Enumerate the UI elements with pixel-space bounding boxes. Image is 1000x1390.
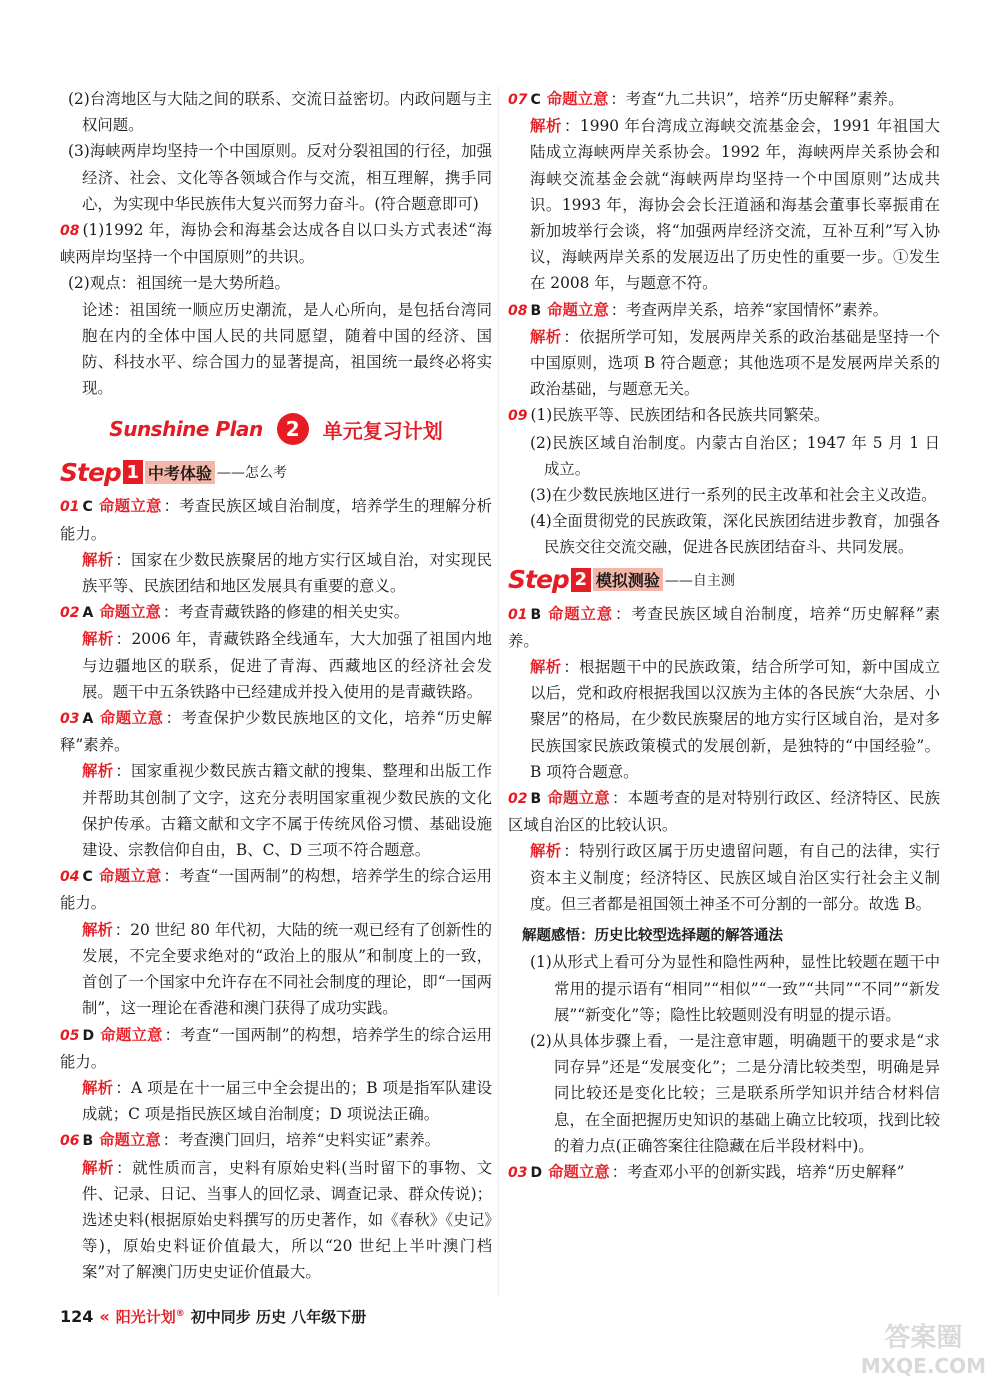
analysis-text: ：1990 年台湾成立海峡交流基金会，1991 年祖国大陆成立海峡两岸关系协会。1992 年，海峡两岸关系协会和海峡交流基金会就“海峡两岸均坚持一个中国原则”达成共识。1993 年，海协会会长汪道涵和海基会董事长辜振甫在新加坡举行会谈，将“加强两岸经济交流，互补互利”写入协议，海峡两岸关系的发展迈出了历史性的重要一步。①发生在 2008 年，与题意不符。 <box>530 117 940 293</box>
question-number: 05 <box>60 1027 80 1044</box>
step-word: Step <box>60 457 121 487</box>
answer-letter: D <box>530 1164 543 1181</box>
intent-tag: 命题立意 <box>100 1025 163 1044</box>
banner-english: Sunshine Plan <box>109 417 263 442</box>
analysis-tag: 解析 <box>82 630 114 649</box>
question-text: ：考查澳门回归，培养“史料实证”素养。 <box>162 1131 441 1150</box>
question-number: 03 <box>508 1164 528 1181</box>
analysis-item <box>60 547 492 599</box>
question-text: ：考查保护少数民族地区的文化，培养“历史解释”素养。 <box>60 709 492 755</box>
answer-line: (2)台湾地区与大陆之间的联系、交流日益密切。内政问题与主权问题。 <box>68 90 492 135</box>
intent-tag: 命题立意 <box>547 604 613 623</box>
intent-tag: 命题立意 <box>546 90 609 108</box>
left-column <box>60 86 492 1286</box>
intent-tag: 命题立意 <box>99 1131 161 1150</box>
step-word: Step <box>508 565 569 595</box>
book-title: 初中同步 历史 八年级下册 <box>190 1308 367 1326</box>
page-footer <box>60 1306 366 1327</box>
question-number: 08 <box>60 223 80 240</box>
analysis-tag: 解析 <box>530 842 562 861</box>
question-number: 08 <box>508 302 528 319</box>
answer-line: 论述：祖国统一顺应历史潮流，是人心所向，是包括台湾同胞在内的全体中国人民的共同愿望，随着中国的经济、国防、科技水平、综合国力的显著提高，祖国统一最终必将实现。 <box>82 300 492 398</box>
analysis-text: ：根据题干中的民族政策，结合所学可知，新中国成立以后，党和政府根据我国以汉族为主体的各民族“大杂居、小聚居”的格局，在少数民族聚居的地方实行区域自治，是对多民族国家民族政策模式的发展创新，是独特的“中国经验”。B 项符合题意。 <box>530 658 940 781</box>
answer-letter: A <box>82 711 94 728</box>
right-column <box>508 86 940 1186</box>
step-number: 2 <box>571 568 591 592</box>
tip-heading: 解题感悟：历史比较型选择题的解答通法 <box>522 928 783 945</box>
question-number: 01 <box>508 606 528 623</box>
tip-item: (1)从形式上看可分为显性和隐性两种，显性比较题在题干中常用的提示语有“相同”“相似”“一致”“共同”“不同”“新发展”“新变化”等；隐性比较题则没有明显的提示语。 <box>530 953 940 1024</box>
step-title: 模拟测验 <box>593 568 663 591</box>
question-item <box>60 1022 492 1075</box>
analysis-tag: 解析 <box>82 920 113 939</box>
analysis-text: ：2006 年，青藏铁路全线通车，大大加强了祖国内地与边疆地区的联系，促进了青海、西藏地区的经济社会发展。题干中五条铁路中已经建成并投入使用的是青藏铁路。 <box>82 630 492 701</box>
brand-name: 阳光计划® <box>115 1308 185 1326</box>
question-text: ：考查“九二共识”，培养“历史解释”素养。 <box>610 90 904 108</box>
analysis-item <box>60 758 492 863</box>
question-number: 04 <box>60 869 80 886</box>
analysis-tag: 解析 <box>82 1158 115 1177</box>
answer-letter: B <box>530 302 542 319</box>
answer-letter: C <box>82 869 93 886</box>
intent-tag: 命题立意 <box>547 300 609 319</box>
column-divider <box>498 86 499 1296</box>
answer-letter: C <box>530 92 541 108</box>
analysis-text: ：20 世纪 80 年代初，大陆的统一观已经有了创新性的发展，不完全要求绝对的“政治上的服从”和制度上的一致，首创了一个国家中允许存在不同社会制度的理论，即“一国两制”，这一理论在香港和澳门获得了成功实践。 <box>82 920 492 1018</box>
question-item <box>60 705 492 758</box>
step-subtitle: ——自主测 <box>664 572 735 589</box>
question-number: 09 <box>508 408 528 425</box>
analysis-item <box>60 1155 492 1286</box>
question-text: (1)民族平等、民族团结和各民族共同繁荣。 <box>530 406 830 425</box>
watermark-logo: 答案圈 MXQE.COM <box>860 1323 986 1378</box>
question-item <box>508 785 940 838</box>
answer-line: (2)观点：祖国统一是大势所趋。 <box>68 274 290 293</box>
analysis-tag: 解析 <box>530 117 562 136</box>
analysis-tag: 解析 <box>82 550 114 569</box>
intent-tag: 命题立意 <box>99 709 164 728</box>
question-item <box>508 297 940 324</box>
analysis-tag: 解析 <box>82 1078 114 1097</box>
analysis-item <box>60 626 492 705</box>
question-text: ：考查民族区域自治制度，培养学生的理解分析能力。 <box>60 497 492 543</box>
analysis-tag: 解析 <box>530 658 562 677</box>
question-number: 06 <box>60 1133 80 1150</box>
section-banner <box>60 411 492 447</box>
tip-box <box>508 923 940 1159</box>
analysis-text: ：国家在少数民族聚居的地方实行区域自治，对实现民族平等、民族团结和地区发展具有重要的意义。 <box>82 550 492 596</box>
step-heading <box>60 455 492 489</box>
question-text: ：考查邓小平的创新实践，培养“历史解释” <box>611 1162 905 1181</box>
analysis-item <box>60 1075 492 1127</box>
step-title: 中考体验 <box>145 461 215 484</box>
step-number: 1 <box>123 460 143 484</box>
question-item <box>508 1159 940 1186</box>
answer-line: (2)民族区域自治制度。内蒙古自治区；1947 年 5 月 1 日成立。 <box>530 433 940 478</box>
step-heading <box>508 563 940 597</box>
intent-tag: 命题立意 <box>99 603 161 622</box>
question-text: ：考查“一国两制”的构想，培养学生的综合运用能力。 <box>60 1025 492 1071</box>
question-text: ：考查“一国两制”的构想，培养学生的综合运用能力。 <box>60 867 492 913</box>
question-item <box>60 599 492 626</box>
answer-letter: D <box>82 1027 95 1044</box>
answer-letter: B <box>530 606 542 623</box>
question-item <box>60 217 492 270</box>
question-item <box>508 86 940 113</box>
tip-item: (2)从具体步骤上看，一是注意审题，明确题干的要求是“求同存异”还是“发展变化”；二是分清比较类型，明确是异同比较还是变化比较；三是联系所学知识并结合材料信息，在全面把握历史知识的基础上确立比较项，找到比较的着力点(正确答案往往隐藏在后半段材料中)。 <box>530 1031 940 1155</box>
answer-letter: A <box>82 605 94 622</box>
analysis-tag: 解析 <box>82 762 114 781</box>
intent-tag: 命题立意 <box>98 867 162 886</box>
analysis-item <box>508 113 940 296</box>
analysis-item <box>60 917 492 1022</box>
question-text: (1)1992 年，海协会和海基会达成各自以口头方式表述“海峡两岸均坚持一个中国原则”的共识。 <box>60 221 492 267</box>
answer-letter: C <box>82 499 93 516</box>
answer-letter: B <box>82 1133 94 1150</box>
banner-chinese: 单元复习计划 <box>322 418 443 443</box>
question-text: ：考查民族区域自治制度，培养“历史解释”素养。 <box>508 604 940 650</box>
banner-number: 2 <box>277 413 309 445</box>
step-subtitle: ——怎么考 <box>216 465 287 482</box>
answer-letter: B <box>530 791 542 808</box>
analysis-item <box>508 838 940 917</box>
analysis-tag: 解析 <box>530 327 562 346</box>
question-number: 02 <box>60 605 80 622</box>
question-text: ：考查两岸关系，培养“家国情怀”素养。 <box>610 300 889 319</box>
intent-tag: 命题立意 <box>547 789 610 808</box>
page-number: 124 <box>60 1307 94 1326</box>
question-text: ：本题考查的是对特别行政区、经济特区、民族区域自治区的比较认识。 <box>508 789 940 835</box>
answer-line: (3)在少数民族地区进行一系列的民主改革和社会主义改造。 <box>530 486 937 505</box>
question-item <box>60 863 492 916</box>
question-item <box>60 493 492 546</box>
analysis-item <box>508 654 940 785</box>
analysis-text: ：依据所学可知，发展两岸关系的政治基础是坚持一个中国原则，选项 B 符合题意；其他选项不是发展两岸关系的政治基础，与题意无关。 <box>530 327 940 399</box>
analysis-item <box>508 324 940 403</box>
double-arrow-icon: « <box>99 1307 110 1326</box>
analysis-text: ：就性质而言，史料有原始史料(当时留下的事物、文件、记录、日记、当事人的回忆录、调查记录、群众传说)；选述史料(根据原始史料撰写的历史著作，如《春秋》《史记》等)，原始史料证价值最大，所以“20 世纪上半叶澳门档案”对了解澳门历史史证价值最大。 <box>82 1158 492 1282</box>
analysis-text: ：A 项是在十一届三中全会提出的；B 项是指军队建设成就；C 项是指民族区域自治制度；D 项说法正确。 <box>82 1078 492 1124</box>
question-number: 01 <box>60 499 80 516</box>
analysis-text: ：特别行政区属于历史遗留问题，有自己的法律，实行资本主义制度；经济特区、民族区域自治区实行社会主义制度。但三者都是祖国领土神圣不可分割的一部分。故选 B。 <box>530 842 940 913</box>
answer-line: (3)海峡两岸均坚持一个中国原则。反对分裂祖国的行径，加强经济、社会、文化等各领域合作与交流，相互理解，携手同心，为实现中华民族伟大复兴而努力奋斗。(符合题意即可) <box>68 142 492 213</box>
question-number: 03 <box>60 711 80 728</box>
question-item <box>60 1127 492 1154</box>
question-item <box>508 601 940 654</box>
analysis-text: ：国家重视少数民族古籍文献的搜集、整理和出版工作并帮助其创制了文字，这充分表明国家重视少数民族的文化保护传承。古籍文献和文字不属于传统风俗习惯、基础设施建设、宗教信仰自由，B、C、D 三项不符合题意。 <box>82 762 492 860</box>
intent-tag: 命题立意 <box>548 1162 610 1181</box>
intent-tag: 命题立意 <box>98 497 162 516</box>
question-number: 02 <box>508 791 528 808</box>
answer-line: (4)全面贯彻党的民族政策，深化民族团结进步教育，加强各民族交往交流交融，促进各民族团结奋斗、共同发展。 <box>530 512 940 557</box>
question-item <box>508 402 940 429</box>
question-number: 07 <box>508 92 528 108</box>
question-text: ：考查青藏铁路的修建的相关史实。 <box>162 603 410 622</box>
